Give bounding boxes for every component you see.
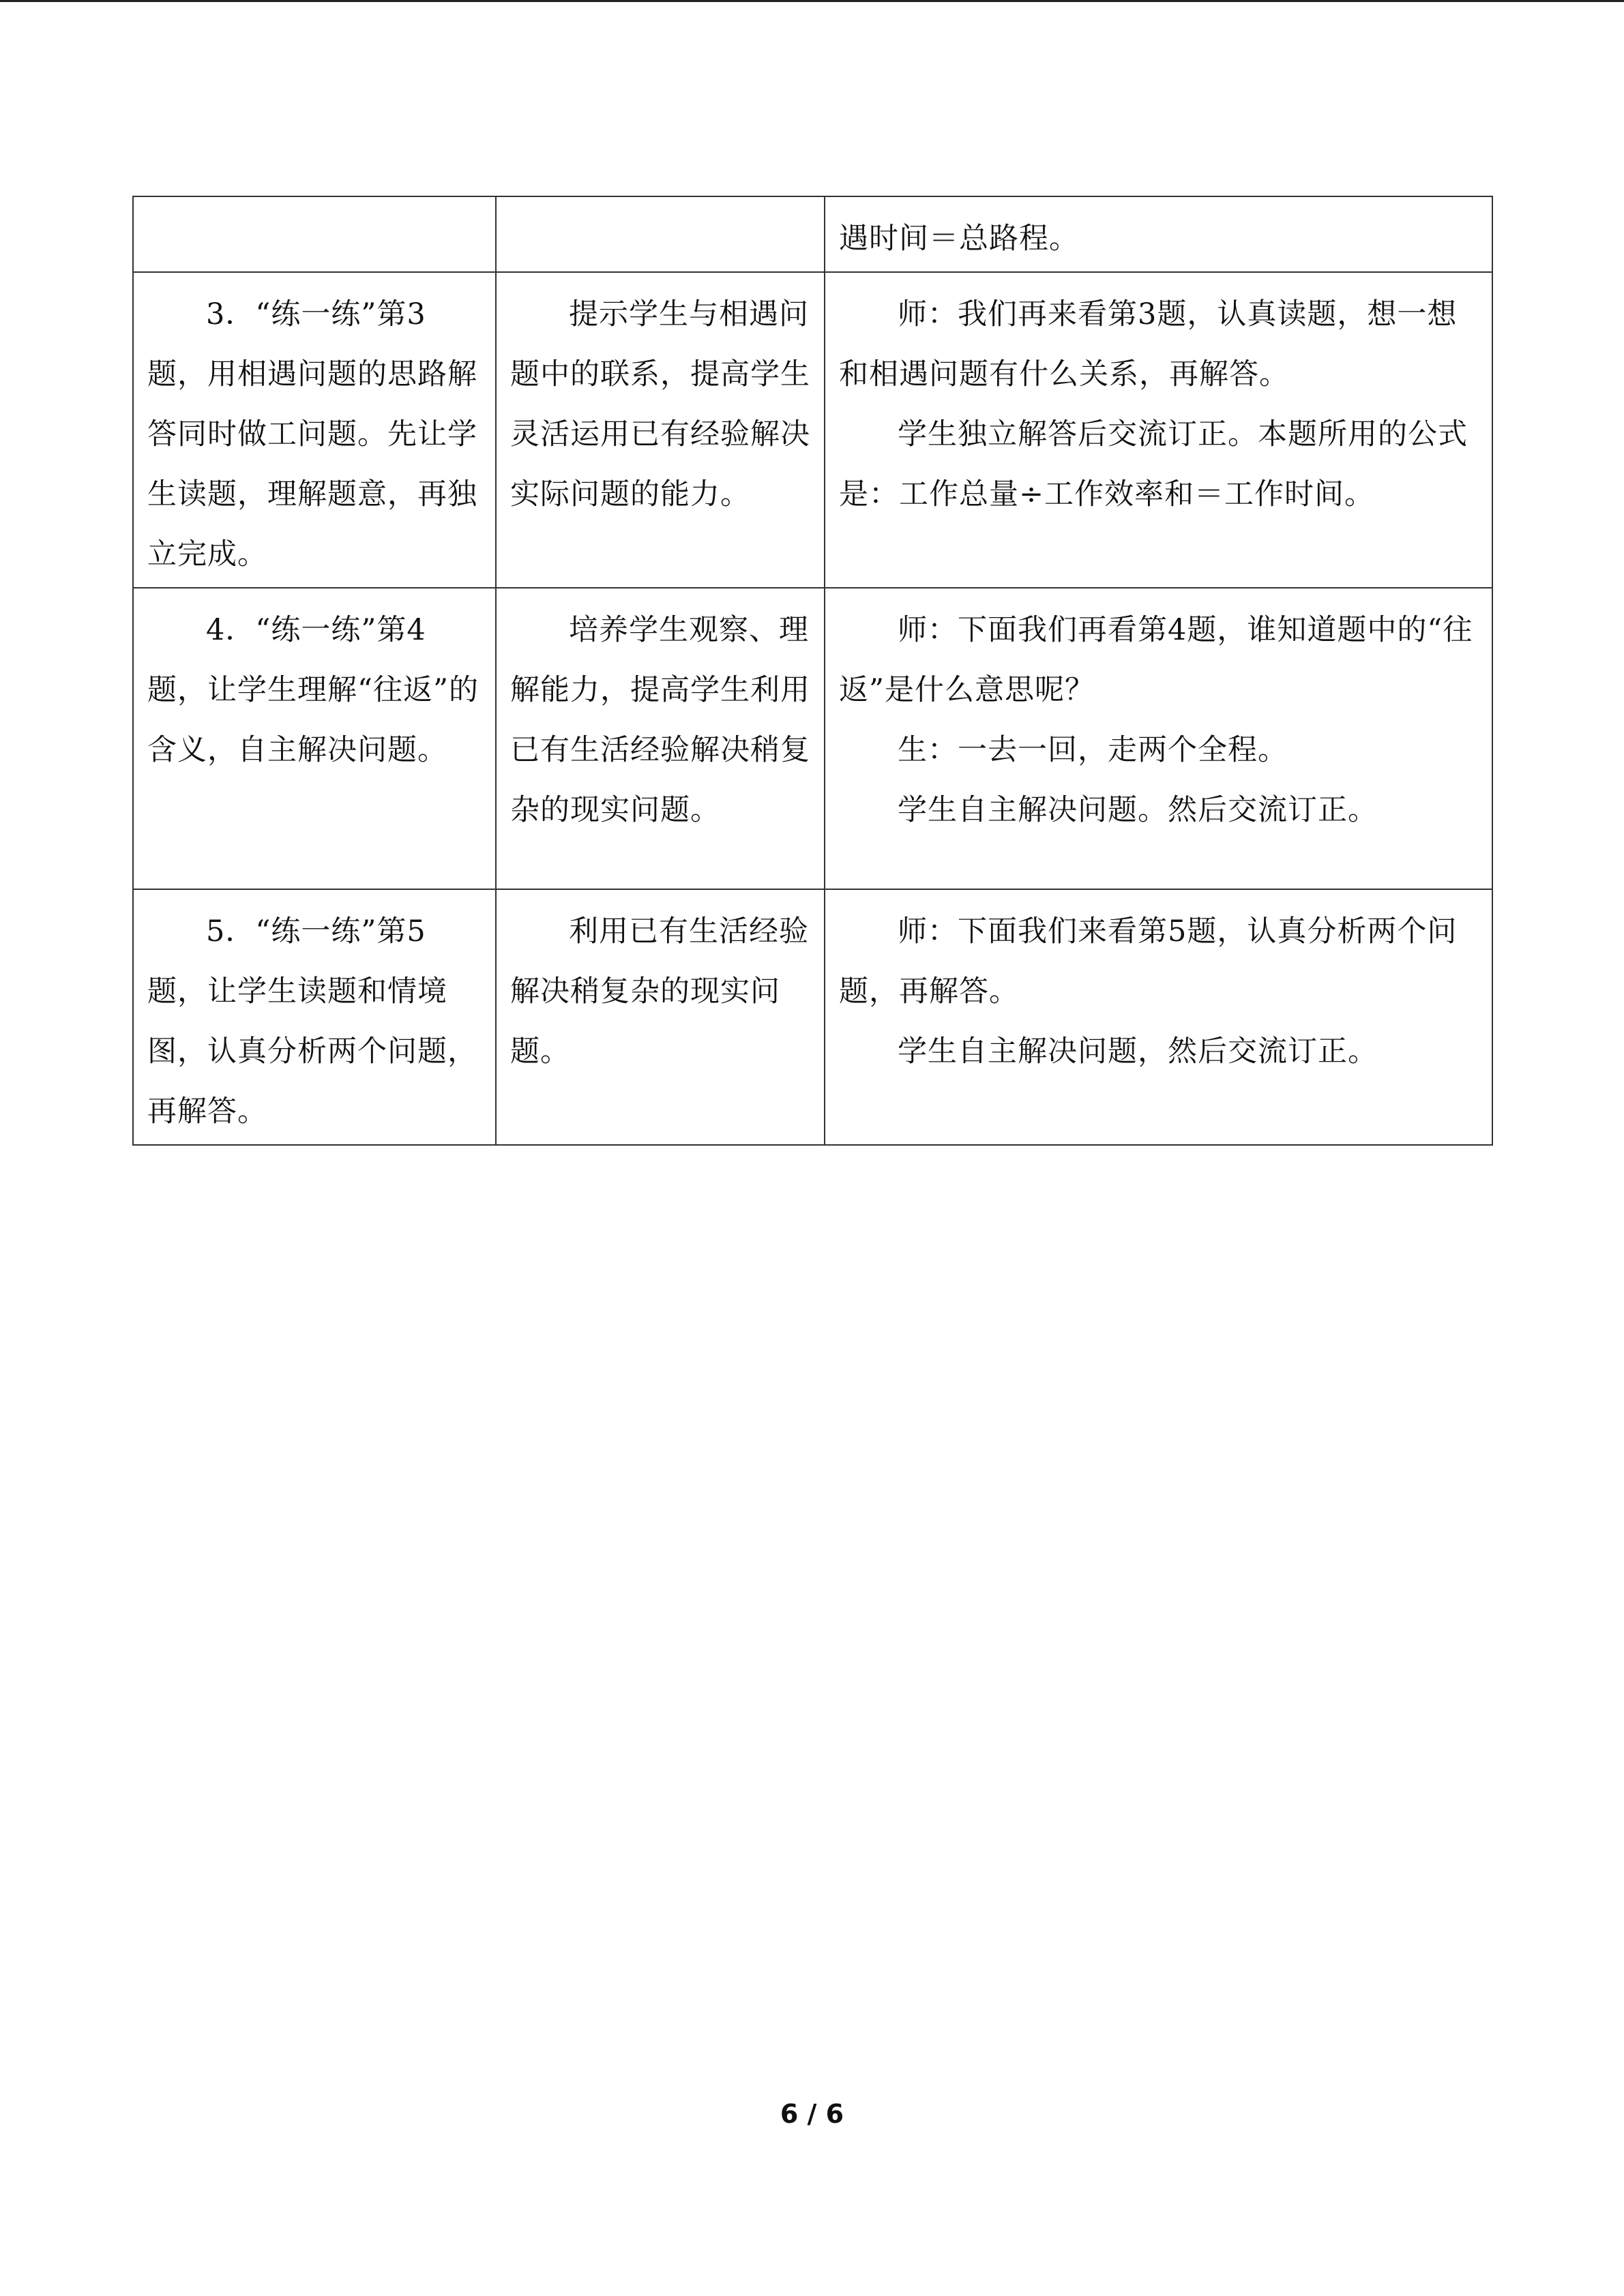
dialogue-paragraph: 遇时间＝总路程。: [839, 222, 1079, 256]
intent-text: 培养学生观察、理解能力，提高学生利用已有生活经验解决稍复杂的现实问题。: [510, 613, 810, 827]
step-cell: [133, 889, 496, 1145]
dialogue-paragraph: 师：下面我们来看第5题，认真分析两个问题，再解答。: [839, 914, 1458, 1009]
intent-text: 提示学生与相遇问题中的联系，提高学生灵活运用已有经验解决实际问题的能力。: [510, 297, 810, 511]
intent-cell: [496, 588, 825, 889]
dialogue-paragraph: 生：一去一回，走两个全程。: [898, 733, 1288, 767]
step-cell: [133, 196, 496, 272]
page-number: 6 / 6: [780, 2099, 844, 2129]
step-text: 5．“练一练”第5题，让学生读题和情境图，认真分析两个问题，再解答。: [147, 914, 477, 1129]
dialogue-cell: [825, 272, 1492, 588]
table-row: [133, 196, 1492, 272]
dialogue-paragraph: 师：我们再来看第3题，认真读题，想一想和相遇问题有什么关系，再解答。: [839, 297, 1458, 391]
intent-text: 利用已有生活经验解决稍复杂的现实问题。: [510, 914, 809, 1069]
table-row: [133, 889, 1492, 1145]
dialogue-paragraph: 学生自主解决问题，然后交流订正。: [898, 1034, 1378, 1069]
intent-cell: [496, 889, 825, 1145]
intent-cell: [496, 272, 825, 588]
step-text: 4．“练一练”第4题，让学生理解“往返”的含义，自主解决问题。: [147, 613, 479, 767]
step-text: 3．“练一练”第3题，用相遇问题的思路解答同时做工问题。先让学生读题，理解题意，再独立完成。: [147, 297, 477, 571]
dialogue-cell: [825, 588, 1492, 889]
step-cell: [133, 272, 496, 588]
table-row: [133, 588, 1492, 889]
dialogue-paragraph: 学生自主解决问题。然后交流订正。: [898, 793, 1378, 827]
dialogue-cell: [825, 889, 1492, 1145]
dialogue-cell: [825, 196, 1492, 272]
dialogue-paragraph: 学生独立解答后交流订正。本题所用的公式是：工作总量÷工作效率和＝工作时间。: [839, 417, 1468, 511]
dialogue-paragraph: 师：下面我们再看第4题，谁知道题中的“往返”是什么意思呢？: [839, 613, 1473, 707]
table-row: [133, 272, 1492, 588]
page-top-border: [0, 0, 1624, 2]
step-cell: [133, 588, 496, 889]
lesson-table: [132, 196, 1493, 1146]
intent-cell: [496, 196, 825, 272]
